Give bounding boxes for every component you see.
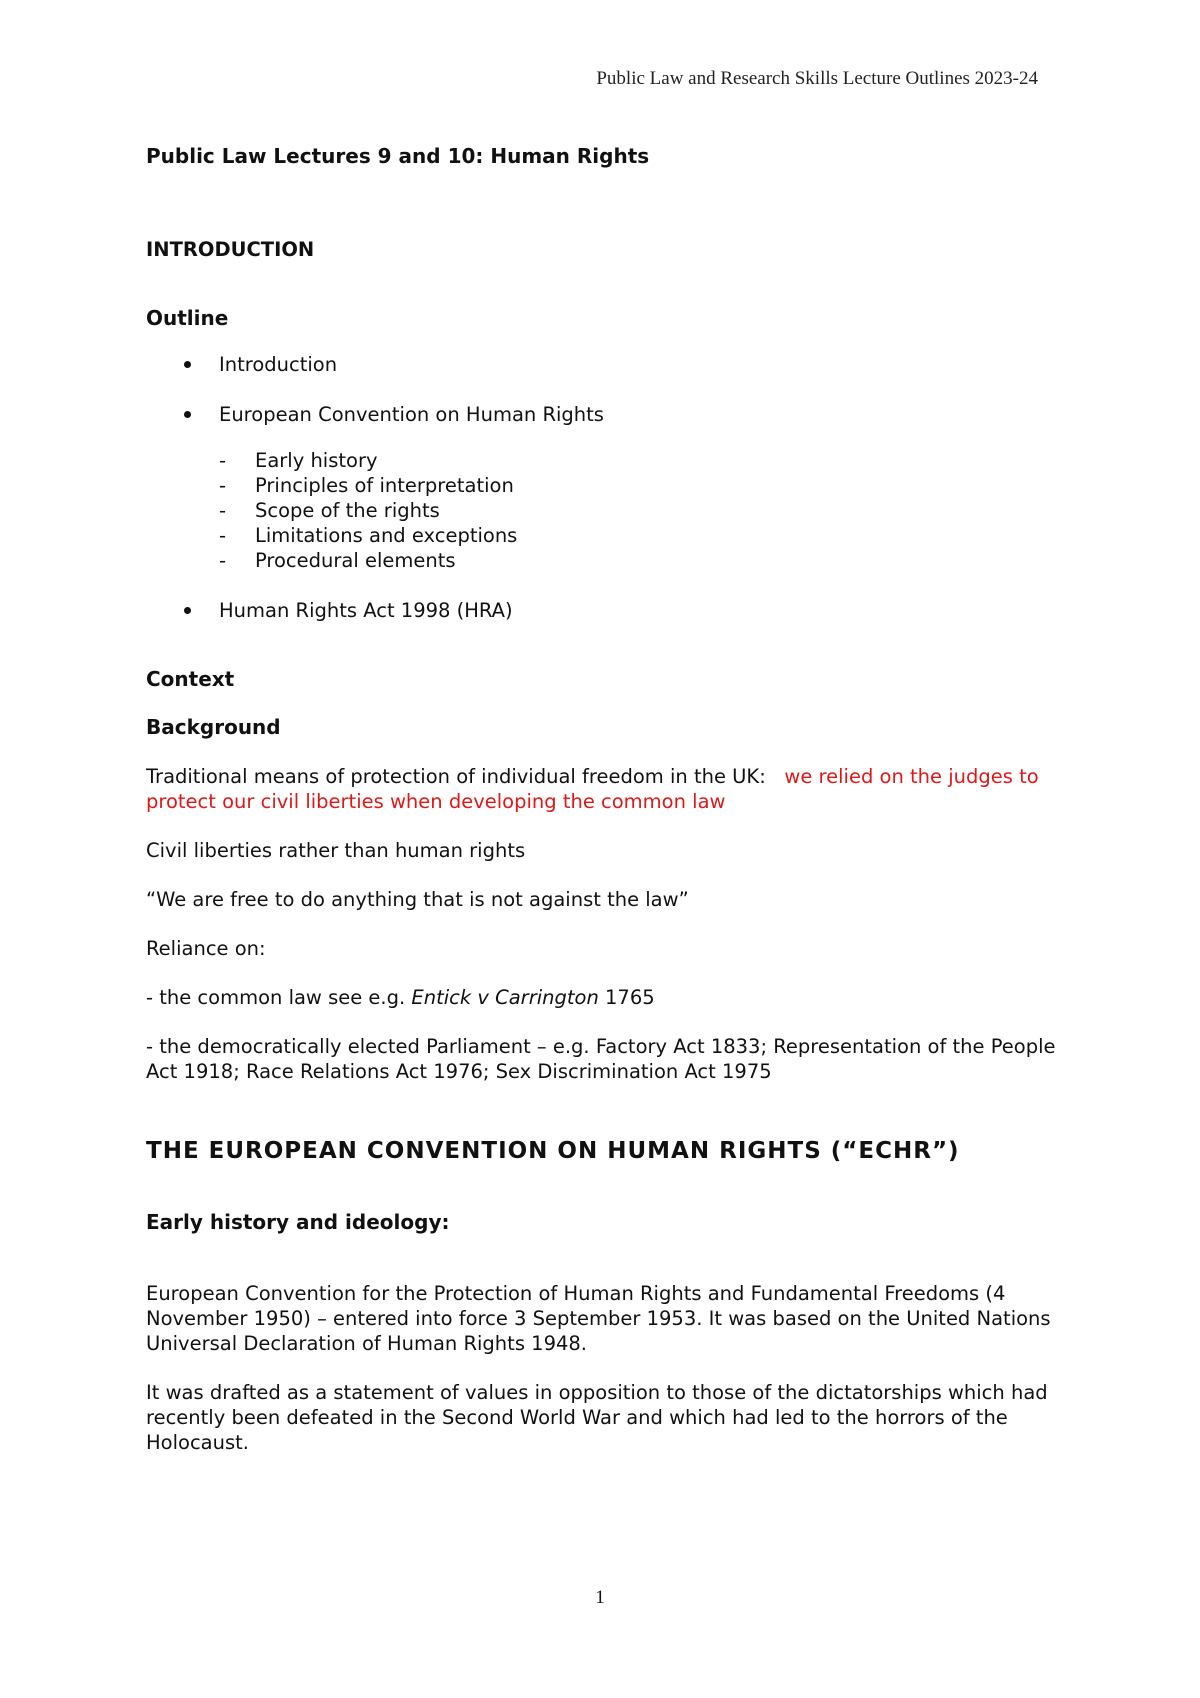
sublist-item-label: Scope of the rights (255, 499, 440, 522)
document-body (146, 140, 1066, 1455)
section-heading-echr: THE EUROPEAN CONVENTION ON HUMAN RIGHTS (“ECHR”) (146, 1138, 960, 1164)
dash-icon: - (219, 499, 227, 522)
dash-icon: - (219, 449, 227, 472)
bullet-icon (184, 411, 191, 418)
dash-icon: - (219, 474, 227, 497)
highlighted-text: we relied on the judges to protect our civil liberties when developing the common law (146, 765, 1039, 813)
subheading-early-history: Early history and ideology: (146, 1210, 450, 1234)
sublist-item-label: Principles of interpretation (255, 474, 514, 497)
running-header: Public Law and Research Skills Lecture Outlines 2023-24 (596, 68, 1038, 89)
outline-item (146, 598, 1066, 623)
sublist-item-label: Limitations and exceptions (255, 524, 518, 547)
sublist-item-label: Early history (255, 449, 378, 472)
sublist-item (219, 473, 1066, 498)
sublist-item-label: Procedural elements (255, 549, 456, 572)
paragraph-parliament: - the democratically elected Parliament – e.g. Factory Act 1833; Representation of the People Act 1918; Race Relations Act 1976; Sex Discrimination Act 1975 (146, 1035, 1056, 1083)
paragraph-text: Traditional means of protection of individual freedom in the UK: (146, 765, 766, 788)
paragraph-common-law (146, 985, 1066, 1010)
sublist-item (219, 448, 1066, 473)
subheading-background: Background (146, 715, 281, 739)
outline-item-label: Introduction (219, 353, 338, 376)
outline-item-label: Human Rights Act 1998 (HRA) (219, 599, 513, 622)
dash-icon: - (219, 549, 227, 572)
section-heading-introduction: INTRODUCTION (146, 238, 315, 261)
paragraph-quote: “We are free to do anything that is not against the law” (146, 888, 689, 911)
outline-list (146, 352, 1066, 623)
bullet-icon (184, 361, 191, 368)
page-number: 1 (595, 1587, 605, 1608)
outline-sublist (219, 448, 1066, 573)
outline-item (146, 352, 1066, 377)
paragraph-text: - the common law see e.g. (146, 986, 406, 1009)
sublist-item (219, 523, 1066, 548)
bullet-icon (184, 607, 191, 614)
paragraph-convention: European Convention for the Protection of Human Rights and Fundamental Freedoms (4 November 1950) – entered into force 3 September 1953. It was based on the United Nations Universal Declaration of Human Rights 1948. (146, 1282, 1051, 1355)
subheading-outline: Outline (146, 306, 229, 330)
sublist-item (219, 548, 1066, 573)
sublist-item (219, 498, 1066, 523)
case-year: 1765 (605, 986, 655, 1009)
case-name: Entick v Carrington (411, 986, 599, 1009)
paragraph-reliance: Reliance on: (146, 937, 266, 960)
dash-icon: - (219, 524, 227, 547)
outline-item (146, 402, 1066, 573)
paragraph-civil-liberties: Civil liberties rather than human rights (146, 839, 526, 862)
outline-item-label: European Convention on Human Rights (219, 403, 604, 426)
paragraph-drafted: It was drafted as a statement of values in opposition to those of the dictatorships which had recently been defeated in the Second World War and which had led to the horrors of the Holocaust. (146, 1381, 1048, 1454)
subheading-context: Context (146, 667, 235, 691)
document-title: Public Law Lectures 9 and 10: Human Rights (146, 144, 650, 168)
paragraph-traditional-means (146, 764, 1066, 814)
